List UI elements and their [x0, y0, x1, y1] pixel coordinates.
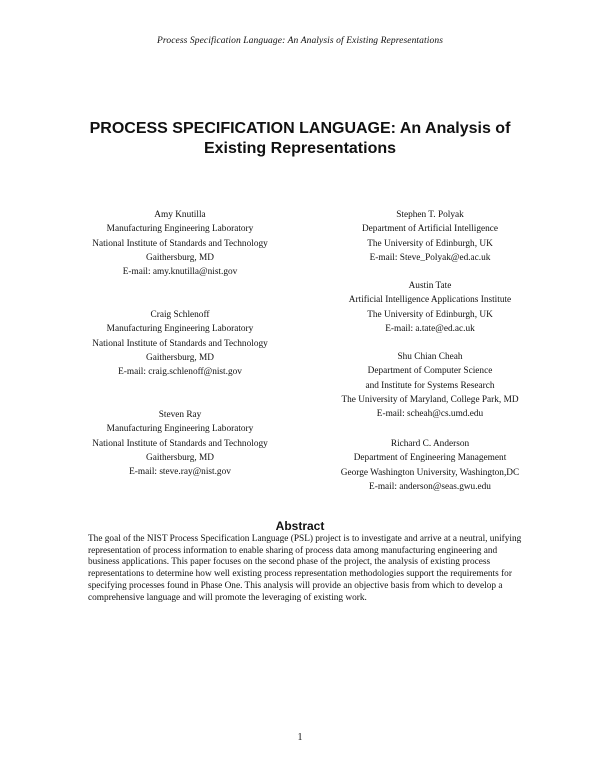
author-location: George Washington University, Washington,DC [340, 467, 520, 478]
author-name: Shu Chian Cheah [397, 352, 463, 362]
author-block-knutilla [60, 208, 300, 279]
author-affiliation: Manufacturing Engineering Laboratory [106, 224, 254, 235]
abstract-text: The goal of the NIST Process Specification Language (PSL) project is to investigate and arrive at a neutral, unifying representation of process information to enable sharing of process data among manufacturing engineering and business applications. This paper focuses on the second phase of the project, the analysis of existing process representations to determine how well existing process representation methodologies support the requirements for specifying processes found in Phase One. This analysis will provide an objective basis from which to develop a comprehensive language and will promote the leveraging of existing work. [88, 534, 522, 603]
author-email[interactable]: E-mail: Steve_Polyak@ed.ac.uk [369, 252, 491, 263]
author-location: Gaithersburg, MD [146, 352, 214, 363]
author-affiliation: Department of Engineering Management [353, 453, 507, 464]
author-block-cheah [295, 350, 565, 421]
author-affiliation: National Institute of Standards and Technology [92, 338, 268, 349]
author-affiliation: and Institute for Systems Research [365, 380, 495, 391]
author-affiliation: Department of Computer Science [367, 366, 493, 377]
author-email[interactable]: E-mail: amy.knutilla@nist.gov [122, 267, 238, 278]
author-affiliation: National Institute of Standards and Technology [92, 438, 268, 449]
author-location: Gaithersburg, MD [146, 452, 214, 463]
author-location: The University of Maryland, College Park, MD [341, 394, 519, 405]
author-block-polyak [295, 208, 565, 265]
author-location: The University of Edinburgh, UK [367, 238, 493, 249]
author-name: Austin Tate [408, 281, 452, 291]
author-email[interactable]: E-mail: steve.ray@nist.gov [129, 467, 231, 478]
author-affiliation: Manufacturing Engineering Laboratory [106, 424, 254, 435]
author-affiliation: National Institute of Standards and Technology [92, 238, 268, 249]
author-name: Stephen T. Polyak [396, 210, 464, 220]
author-block-ray [60, 408, 300, 479]
running-head: Process Specification Language: An Analysis of Existing Representations [157, 36, 443, 46]
author-affiliation: Department of Artificial Intelligence [361, 224, 499, 235]
author-block-schlenoff [60, 308, 300, 379]
author-location: Gaithersburg, MD [146, 252, 214, 263]
page-number: 1 [297, 732, 303, 743]
author-affiliation: Artificial Intelligence Applications Institute [348, 295, 512, 306]
abstract-heading: Abstract [275, 519, 325, 533]
author-affiliation: Manufacturing Engineering Laboratory [106, 324, 254, 335]
author-name: Steven Ray [158, 410, 202, 420]
author-name: Amy Knutilla [154, 210, 206, 220]
author-email[interactable]: E-mail: scheah@cs.umd.edu [376, 409, 484, 420]
author-block-anderson [295, 437, 565, 494]
author-email[interactable]: E-mail: craig.schlenoff@nist.gov [118, 367, 242, 378]
paper-title: PROCESS SPECIFICATION LANGUAGE: An Analysis of Existing Representations [89, 120, 511, 157]
author-name: Craig Schlenoff [150, 310, 210, 320]
author-name: Richard C. Anderson [390, 439, 470, 449]
author-email[interactable]: E-mail: a.tate@ed.ac.uk [385, 323, 475, 334]
author-location: The University of Edinburgh, UK [367, 309, 493, 320]
author-block-tate [295, 279, 565, 336]
author-email[interactable]: E-mail: anderson@seas.gwu.edu [369, 481, 491, 492]
